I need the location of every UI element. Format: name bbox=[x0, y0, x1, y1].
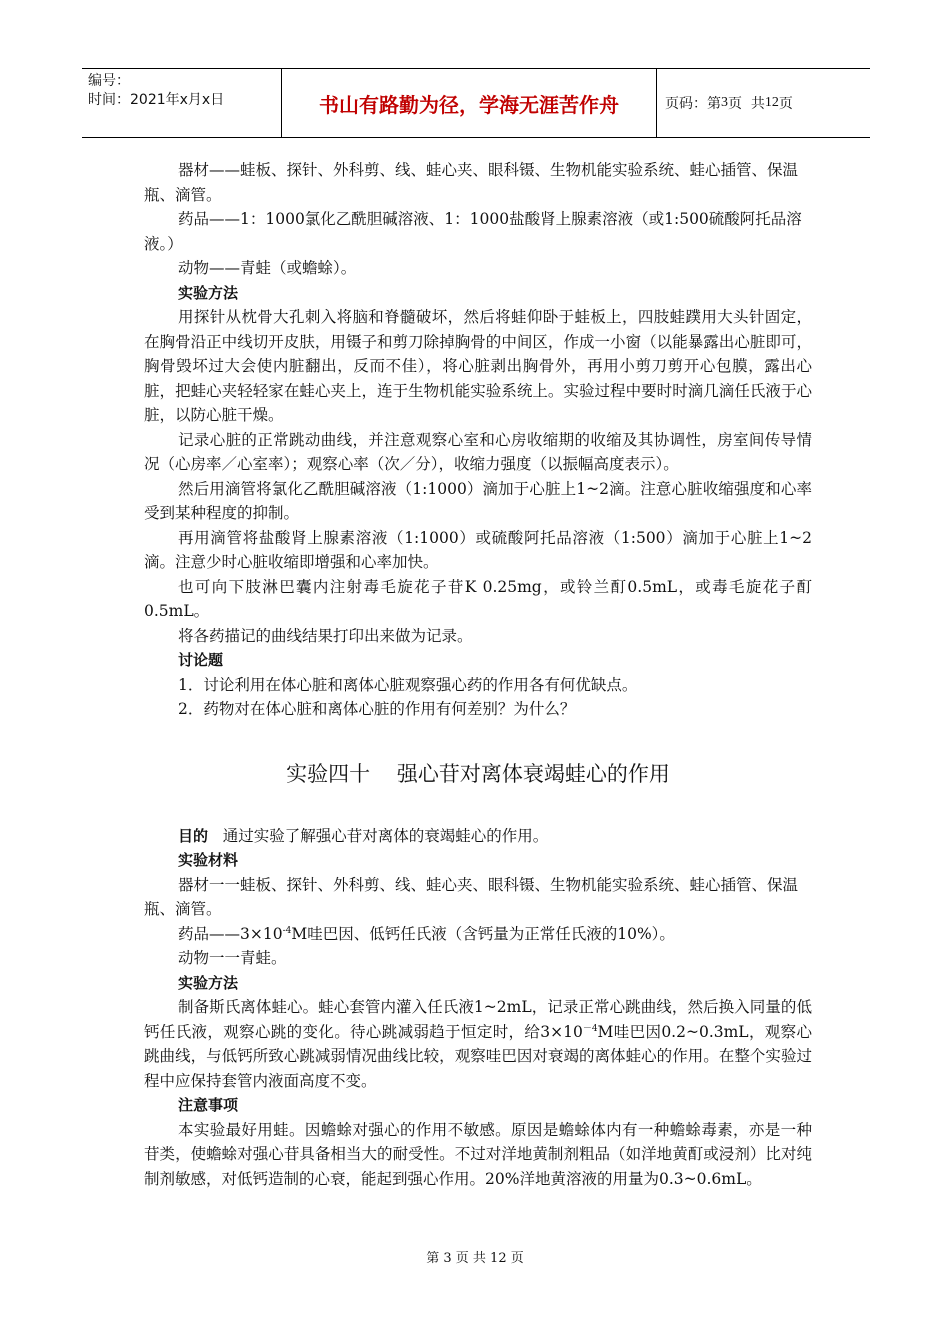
page-footer: 第 3 页 共 12 页 bbox=[426, 1251, 524, 1266]
method-paragraph-2: 记录心脏的正常跳动曲线，并注意观察心室和心房收缩期的收缩及其协调性，房室间传导情况（心房率／心室率）；观察心率（次／分），收缩力强度（以振幅高度表示）。 bbox=[144, 430, 812, 473]
drugs-paragraph: 药品——1：1000氯化乙酰胆碱溶液、1：1000盐酸肾上腺素溶液（或1:500硫酸阿托品溶液。） bbox=[144, 210, 802, 253]
notes-paragraph: 本实验最好用蛙。因蟾蜍对强心的作用不敏感。原因是蟾蜍体内有一种蟾蜍毒素，亦是一种苷类，使蟾蜍对强心苷具备相当大的耐受性。不过对洋地黄制剂粗品（如洋地黄酊或浸剂）比对纯制剂敏感，对低钙造制的心衰，能起到强心作用。20%洋地黄溶液的用量为0.3~0.6mL。 bbox=[144, 1120, 812, 1188]
method-heading: 实验方法 bbox=[178, 283, 239, 302]
purpose-text: 通过实验了解强心苷对离体的衰竭蛙心的作用。 bbox=[208, 826, 549, 845]
page-prefix: 页码：第 bbox=[665, 96, 721, 112]
header-motto: 书山有路勤为径，学海无涯苦作舟 bbox=[282, 69, 657, 137]
method-paragraph-5: 也可向下肢淋巴囊内注射毒毛旋花子苷K 0.25mg，或铃兰酊0.5mL，或毒毛旋花子酊0.5mL。 bbox=[144, 577, 812, 620]
equipment-paragraph-2: 器材一一蛙板、探针、外科剪、线、蛙心夹、眼科镊、生物机能实验系统、蛙心插管、保温瓶、滴管。 bbox=[144, 875, 799, 918]
discussion-question-1: 1．讨论利用在体心脏和离体心脏观察强心药的作用各有何优缺点。 bbox=[178, 675, 638, 694]
page-suffix: 页 bbox=[778, 96, 793, 112]
page-current: 3 bbox=[721, 95, 728, 110]
discussion-heading: 讨论题 bbox=[178, 651, 224, 669]
page-total: 12 bbox=[764, 95, 779, 110]
purpose-paragraph bbox=[144, 824, 812, 849]
date-label: 时间：2021年x月x日 bbox=[88, 92, 225, 108]
animal-paragraph-2: 动物一一青蛙。 bbox=[178, 949, 287, 967]
drugs-paragraph-2 bbox=[144, 922, 812, 947]
method-paragraph-2-1 bbox=[144, 995, 812, 1093]
method-post: M哇巴因0.2~0.3mL，观察心跳曲线，与低钙所致心跳减弱情况曲线比较，观察哇巴因对衰竭的离体蛙心的作用。在整个实验过程中应保持套管内液面高度不变。 bbox=[144, 1022, 812, 1090]
materials-heading: 实验材料 bbox=[178, 851, 239, 869]
method-pre: 制备斯氏离体蛙心。蛙心套管内灌入任氏液1~2mL，记录正常心跳曲线，然后换入同量的低钙任氏液，观察心跳的变化。待心跳减弱趋于恒定时，给3×10 bbox=[144, 998, 812, 1041]
method-paragraph-4: 再用滴管将盐酸肾上腺素溶液（1:1000）或硫酸阿托品溶液（1:500）滴加于心脏上1~2滴。注意少时心脏收缩即增强和心率加快。 bbox=[144, 528, 812, 571]
method-exponent: －4 bbox=[582, 1023, 598, 1034]
experiment-title: 实验四十 强心苷对离体衰竭蛙心的作用 bbox=[286, 761, 670, 786]
page-mid: 页 共 bbox=[728, 96, 765, 112]
header-info bbox=[82, 69, 282, 137]
purpose-label: 目的 bbox=[178, 826, 209, 845]
method-heading-2: 实验方法 bbox=[178, 973, 239, 992]
equipment-paragraph: 器材——蛙板、探针、外科剪、线、蛙心夹、眼科镊、生物机能实验系统、蛙心插管、保温瓶、滴管。 bbox=[144, 161, 799, 204]
page-header bbox=[82, 68, 870, 138]
drugs-post: M哇巴因、低钙任氏液（含钙量为正常任氏液的10%）。 bbox=[291, 924, 675, 943]
document-body bbox=[144, 158, 812, 1191]
notes-heading: 注意事项 bbox=[178, 1096, 239, 1114]
method-paragraph-3: 然后用滴管将氯化乙酰胆碱溶液（1:1000）滴加于心脏上1~2滴。注意心脏收缩强度和心率受到某种程度的抑制。 bbox=[144, 479, 812, 522]
animal-paragraph: 动物——青蛙（或蟾蜍）。 bbox=[178, 259, 357, 277]
discussion-question-2: 2．药物对在体心脏和离体心脏的作用有何差别？为什么？ bbox=[178, 700, 576, 718]
method-paragraph-6: 将各药描记的曲线结果打印出来做为记录。 bbox=[178, 626, 473, 645]
drugs-exponent: -4 bbox=[282, 925, 292, 936]
drugs-pre: 药品——3×10 bbox=[178, 924, 283, 943]
method-paragraph-1: 用探针从枕骨大孔刺入将脑和脊髓破坏，然后将蛙仰卧于蛙板上，四肢蛙蹼用大头针固定，在胸骨沿正中线切开皮肤，用镊子和剪刀除掉胸骨的中间区，作成一小窗（以能暴露出心脏即可，胸骨毁坏过大会使内脏翻出，反而不佳），将心脏剥出胸骨外，再用小剪刀剪开心包膜，露出心脏，把蛙心夹轻轻家在蛙心夹上，连于生物机能实验系统上。实验过程中要时时滴几滴任氏液于心脏，以防心脏干燥。 bbox=[144, 308, 812, 424]
header-page-number bbox=[657, 69, 870, 137]
code-label: 编号： bbox=[88, 73, 130, 89]
